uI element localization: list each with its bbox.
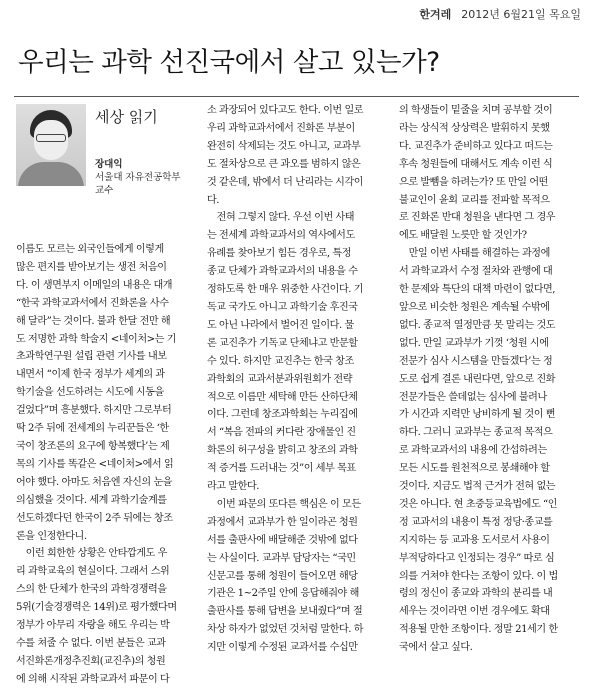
article-line: 만일 이번 사태를 해결하는 과정에: [399, 248, 550, 260]
article-line: 도 절차상으로 큰 과오를 범하지 않은: [207, 158, 361, 170]
article-line: 으로 발뺌을 하려는가? 또 만일 어떤: [399, 176, 548, 188]
article-line: 후속 청원들에 대해서도 계속 이런 식: [399, 158, 553, 170]
article-line: 적으로 이름만 세탁해 만든 산하단체: [207, 391, 358, 403]
article-line: 는 전세계 과학교과서의 역사에서도: [207, 230, 355, 242]
masthead: [419, 6, 581, 22]
article-line: 지지하는 등 교과용 도서로서 사용이: [399, 534, 550, 546]
article-line: 과학회의 교과서분과위원회가 전략: [207, 373, 353, 385]
article-line: 도 아닌 나라에서 벌어진 일이다. 물: [207, 319, 354, 331]
article-line: 이번 파문의 또다른 핵심은 이 모든: [207, 498, 361, 510]
article-line: 전문가들은 쓸데없는 심사에 불려나: [399, 391, 547, 403]
article-line: 적용될 만한 조항이다. 정말 21세기 한: [399, 624, 558, 636]
article-line: 서를 출판사에 배달해준 것밖에 없다: [207, 534, 358, 546]
article-line: 완전히 삭제되는 것도 아니고, 교과부: [207, 140, 361, 152]
article-column-2: [207, 102, 393, 657]
author-affiliation: 서울대 자유전공학부: [95, 172, 181, 183]
article-line: 수를 쳐줄 수 없다. 이번 분들은 교과: [16, 637, 166, 649]
article-line: 독교 국가도 아니고 과학기술 후진국: [207, 301, 358, 313]
article-line: 의 학생들이 밑줄을 치며 공부할 것이: [399, 105, 553, 116]
article-line: 리 과학교육의 현실이다. 그래서 스위: [16, 566, 170, 578]
article-line: 로 진화론 반대 청원을 낸다면 그 경우: [399, 212, 556, 224]
article-line: 이런 희한한 상황은 안타깝게도 우: [16, 548, 167, 560]
article-line: 다. 이 생면부지 이메일의 내용은 대개: [16, 279, 173, 291]
article-line: 앞으로 비슷한 청원은 계속될 수밖에: [399, 301, 550, 313]
article-line: 한 문제와 특단의 대책 마련이 없다면,: [399, 284, 556, 296]
article-line: 이름도 모르는 외국인들에게 이렇게: [16, 244, 164, 255]
article-line: 론 교진추가 기독교 단체냐고 반문할: [207, 337, 358, 349]
article-line: 가 시간과 지력만 낭비하게 될 것이 뻔: [399, 409, 556, 421]
article-line: “한국 과학교과서에서 진화론을 사수: [16, 297, 169, 309]
article-line: 과정에서 교과부가 한 일이라곤 청원: [207, 516, 358, 528]
article-line: 하다. 그러니 교과부는 종교적 목적으: [399, 427, 553, 439]
article-line: 유례를 찾아보기 힘든 경우로, 특정: [207, 248, 351, 260]
article-line: 내면서 “이제 한국 정부가 세계의 과: [16, 369, 165, 381]
article-line: 전혀 그렇지 않다. 우선 이번 사태: [207, 212, 355, 224]
article-line: 의를 거쳐야 한다는 조항이 있다. 이 법: [399, 570, 558, 582]
article-line: 학기술을 선도하려는 시도에 시동을: [16, 387, 164, 399]
article-line: 것은 아니다. 현 초중등교육법에도 “인: [399, 498, 558, 510]
article-line: 서 “복음 전파의 커다란 장애물인 진: [207, 427, 356, 439]
article-line: 국에서 살고 싶다.: [399, 642, 473, 654]
article-line: 많은 편지를 받아보기는 생전 처음이: [16, 261, 167, 273]
article-line: 것 같은데, 밖에서 더 난리라는 시각이: [207, 176, 364, 188]
article-line: 출판사를 통해 답변을 보내줬다”며 절: [207, 606, 363, 618]
article-line: 이다. 그런데 창조과학회는 누리집에: [207, 409, 358, 421]
article-line: 지만 이렇게 수정된 교과서를 수십만: [207, 642, 358, 654]
column-name: 세상 읽기: [95, 108, 158, 126]
article-line: 론을 인정한다니.: [16, 530, 87, 542]
author-title: 교수: [95, 185, 114, 196]
article-line: 소 과장되어 있다고도 한다. 이번 일로: [207, 105, 364, 116]
headline: 우리는 과학 선진국에서 살고 있는가?: [18, 47, 440, 78]
article-line: 세우는 것이라면 이번 경우에도 확대: [399, 606, 550, 618]
article-line: 종교 단체가 과학교과서의 내용을 수: [207, 266, 358, 278]
article-line: 어야 했다. 아마도 처음엔 자신의 눈을: [16, 476, 173, 488]
article-line: 는 사실이다. 교과부 담당자는 “국민: [207, 552, 356, 564]
article-line: 5위(기술경쟁력은 14위)로 평가했다며: [16, 602, 177, 614]
article-line: 적 증거를 드러내는 것”이 세부 목표: [207, 463, 356, 475]
author-name: 장대익: [95, 159, 123, 170]
article-line: 라는 상식적 상상력은 발휘하지 못했: [399, 122, 550, 134]
article-line: 화론의 허구성을 밝히고 창조의 과학: [207, 445, 358, 457]
article-line: 도 저명한 과학 학술지 <네이처>는 기: [16, 333, 177, 345]
article-line: 신문고를 통해 청원이 들어오면 해당: [207, 570, 358, 582]
article-line: 도로 쉽게 결론 내린다면, 앞으로 진화: [399, 373, 556, 385]
article-line: 해 달라”는 것이다. 불과 한달 전만 해: [16, 315, 171, 327]
article-line: 정부가 아무리 자랑을 해도 우리는 박: [16, 620, 170, 632]
article-line: 국이 창조론의 요구에 항복했다’는 제: [16, 440, 170, 452]
byline: [95, 158, 207, 197]
article-line: 에도 배달원 노릇만 할 것인가?: [399, 230, 527, 242]
article-column-3: [399, 102, 585, 657]
headline-rule: [14, 96, 579, 97]
article-line: 불교인이 윤회 교리를 전파할 목적으: [399, 194, 550, 206]
article-line: 수 있다. 하지만 교진추는 한국 창조: [207, 355, 354, 367]
article-line: 정하도록 한 매우 위중한 사건이다. 기: [207, 284, 364, 296]
article-line: 초과학연구원 설립 관련 기사를 내보: [16, 351, 167, 363]
article-line: 부적당하다고 인정되는 경우” 따로 심: [399, 552, 555, 564]
article-line: 에 의해 시작된 과학교과서 파문이 다: [16, 673, 170, 685]
article-line: 령의 정신이 종교와 과학의 분리를 내: [399, 588, 553, 600]
article-line: 것이다. 지금도 법적 근거가 전혀 없는: [399, 481, 556, 493]
article-line: 전문가 심사 시스템을 만들겠다’는 정: [399, 355, 553, 367]
article-line: 목의 기사를 똑같은 <네이처>에서 읽: [16, 458, 174, 470]
article-line: 스의 한 단체가 한국의 과학경쟁력을: [16, 584, 167, 596]
article-line: 기관은 1~2주일 안에 응답해줘야 해: [207, 588, 359, 600]
article-line: 없다. 종교적 열정만큼 못 말리는 것도: [399, 319, 556, 331]
article-line: 서진화론개정추진회(교진추)의 청원: [16, 655, 166, 667]
article-line: 모든 시도를 원천적으로 봉쇄해야 할: [399, 463, 550, 475]
article-line: 다.: [207, 194, 220, 206]
article-line: 딱 2주 뒤에 전세계의 누리꾼들은 ‘한: [16, 423, 169, 435]
article-line: 걸었다”며 흥분했다. 하지만 그로부터: [16, 405, 172, 417]
article-line: 의심했을 것이다. 세계 과학기술계를: [16, 494, 167, 506]
article-line: 우리 과학교과서에서 진화론 부분이: [207, 122, 355, 134]
newspaper-name: 한겨레: [419, 8, 452, 21]
article-column-1: [16, 241, 202, 689]
publication-date: 2012년 6월21일 목요일: [461, 8, 581, 21]
article-line: 선도하겠다던 한국이 2주 뒤에는 창조: [16, 512, 173, 524]
article-line: 정 교과서의 내용이 특정 정당·종교를: [399, 516, 553, 528]
article-line: 다. 교진추가 준비하고 있다고 떠드는: [399, 140, 553, 152]
article-line: 라고 말한다.: [207, 481, 260, 493]
author-photo: [16, 104, 86, 186]
article-line: 로 과학교과서의 내용에 간섭하려는: [399, 445, 547, 457]
article-line: 서 과학교과서 수정 절차와 관행에 대: [399, 266, 553, 278]
article-line: 차상 하자가 없었던 것처럼 말한다. 하: [207, 624, 364, 636]
article-line: 없다. 만일 교과부가 기껏 ‘청원 시에: [399, 337, 549, 349]
